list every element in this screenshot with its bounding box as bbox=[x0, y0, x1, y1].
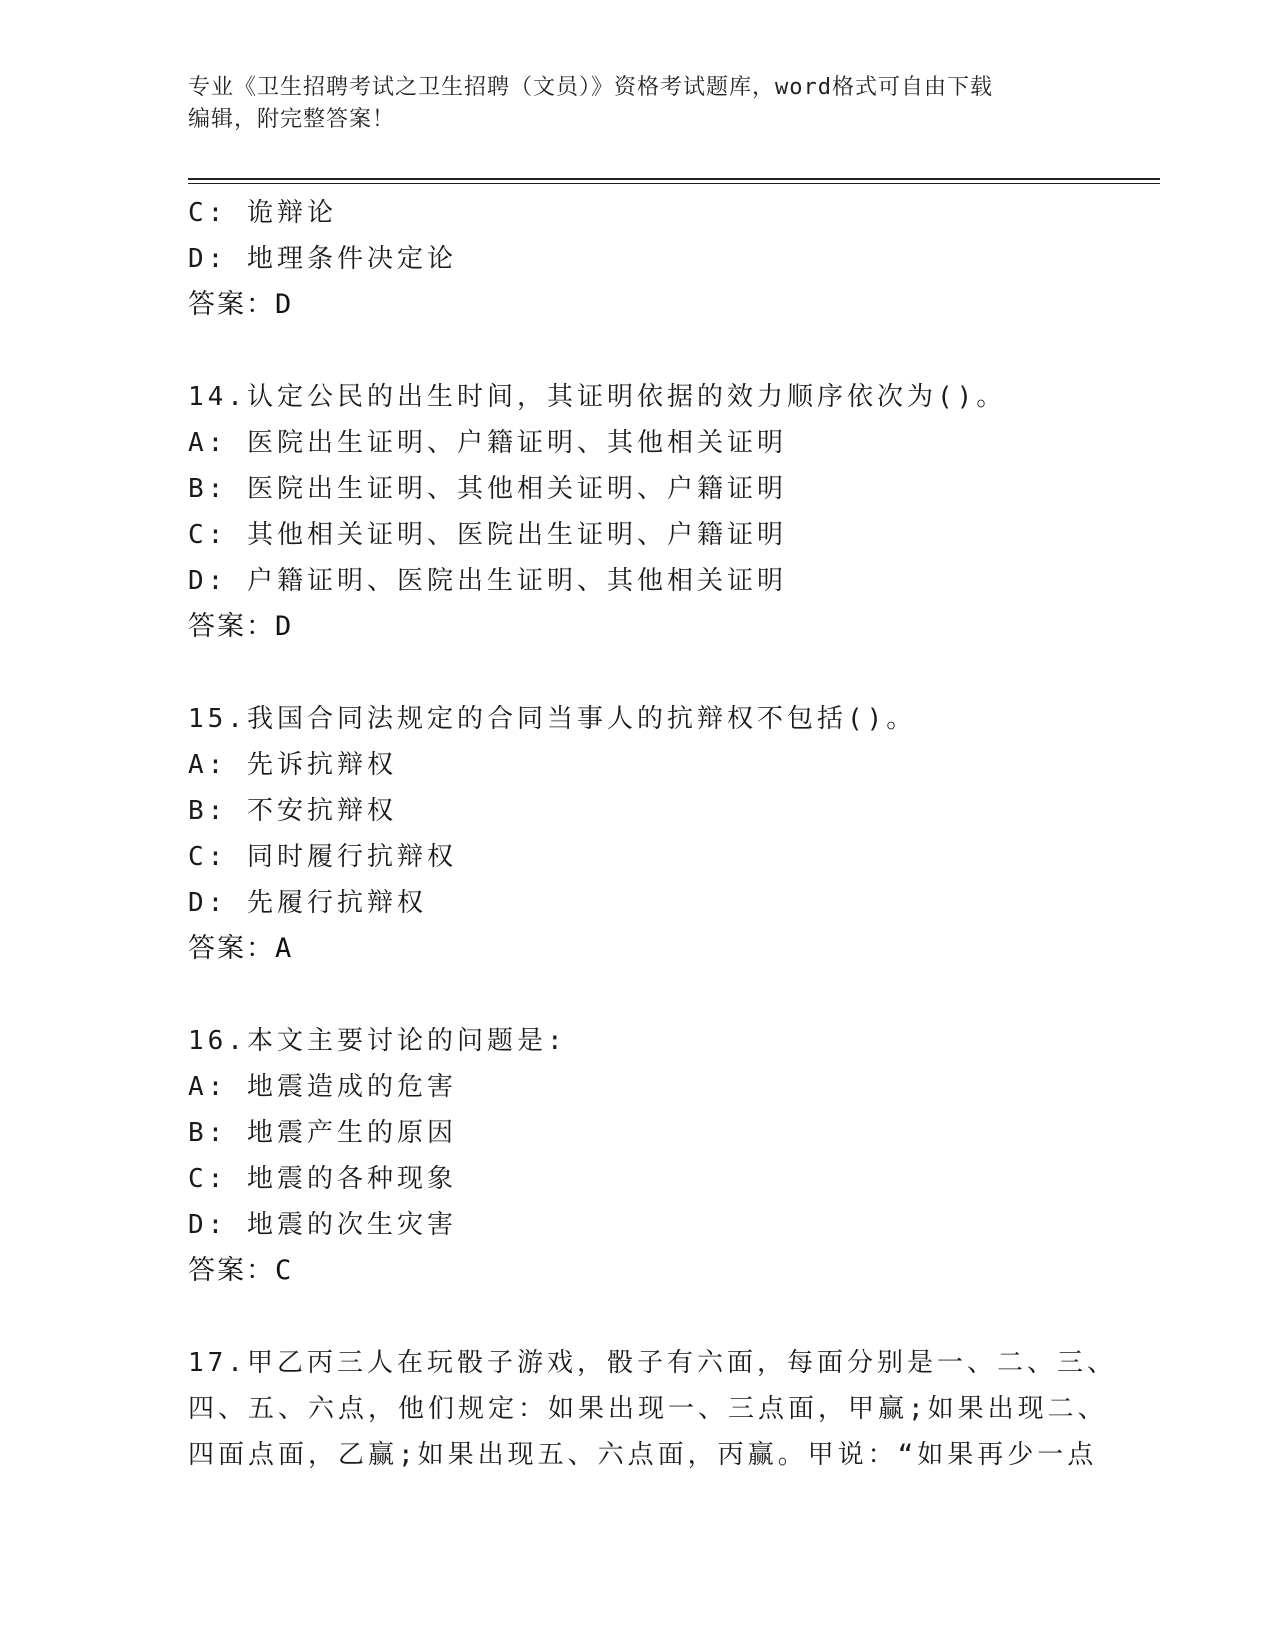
question-stem: 16.本文主要讨论的问题是: bbox=[188, 1026, 567, 1056]
answer-value: C bbox=[275, 1255, 294, 1286]
option-c: C: 地震的各种现象 bbox=[188, 1164, 457, 1194]
question-stem-line-3: 四面点面，乙赢;如果出现五、六点面，丙赢。甲说：“如果再少一点 bbox=[188, 1440, 1098, 1470]
answer-label: 答案： bbox=[188, 1255, 275, 1286]
option-a: A: 医院出生证明、户籍证明、其他相关证明 bbox=[188, 428, 787, 458]
question-block-15 bbox=[188, 696, 1088, 972]
answer-value: D bbox=[275, 289, 294, 320]
question-block-16 bbox=[188, 1018, 1088, 1294]
answer-label: 答案： bbox=[188, 933, 275, 964]
question-block-13 bbox=[188, 190, 1088, 328]
answer-value: D bbox=[275, 611, 294, 642]
question-stem: 14.认定公民的出生时间，其证明依据的效力顺序依次为()。 bbox=[188, 382, 1007, 412]
document-header bbox=[188, 72, 1088, 136]
spacer bbox=[188, 972, 1088, 1018]
option-a: A: 地震造成的危害 bbox=[188, 1072, 457, 1102]
spacer bbox=[188, 650, 1088, 696]
header-rule-thick bbox=[188, 178, 1160, 180]
option-b: B: 医院出生证明、其他相关证明、户籍证明 bbox=[188, 474, 787, 504]
option-a: A: 先诉抗辩权 bbox=[188, 750, 397, 780]
question-stem-line-2: 四、五、六点，他们规定：如果出现一、三点面，甲赢;如果出现二、 bbox=[188, 1394, 1108, 1424]
option-c: C: 诡辩论 bbox=[188, 198, 337, 228]
option-d: D: 地理条件决定论 bbox=[188, 244, 457, 274]
answer-line bbox=[188, 926, 1088, 972]
option-c: C: 其他相关证明、医院出生证明、户籍证明 bbox=[188, 520, 787, 550]
answer-line bbox=[188, 604, 1088, 650]
option-b: B: 地震产生的原因 bbox=[188, 1118, 457, 1148]
spacer bbox=[188, 328, 1088, 374]
answer-label: 答案： bbox=[188, 611, 275, 642]
option-c: C: 同时履行抗辩权 bbox=[188, 842, 457, 872]
option-d: D: 户籍证明、医院出生证明、其他相关证明 bbox=[188, 566, 787, 596]
question-list bbox=[188, 190, 1117, 1478]
spacer bbox=[188, 1294, 1088, 1340]
answer-value: A bbox=[275, 933, 294, 964]
header-line-2: 编辑，附完整答案！ bbox=[188, 107, 396, 132]
answer-line bbox=[188, 1248, 1088, 1294]
answer-line bbox=[188, 282, 1088, 328]
question-block-17 bbox=[188, 1340, 1117, 1478]
header-rule-thin bbox=[188, 183, 1160, 184]
question-stem: 15.我国合同法规定的合同当事人的抗辩权不包括()。 bbox=[188, 704, 917, 734]
option-d: D: 地震的次生灾害 bbox=[188, 1210, 457, 1240]
option-d: D: 先履行抗辩权 bbox=[188, 888, 427, 918]
header-line-1: 专业《卫生招聘考试之卫生招聘（文员）》资格考试题库，word格式可自由下载 bbox=[188, 75, 993, 100]
question-stem-line-1: 17.甲乙丙三人在玩骰子游戏，骰子有六面，每面分别是一、二、三、 bbox=[188, 1348, 1117, 1378]
option-b: B: 不安抗辩权 bbox=[188, 796, 397, 826]
answer-label: 答案： bbox=[188, 289, 275, 320]
question-block-14 bbox=[188, 374, 1088, 650]
